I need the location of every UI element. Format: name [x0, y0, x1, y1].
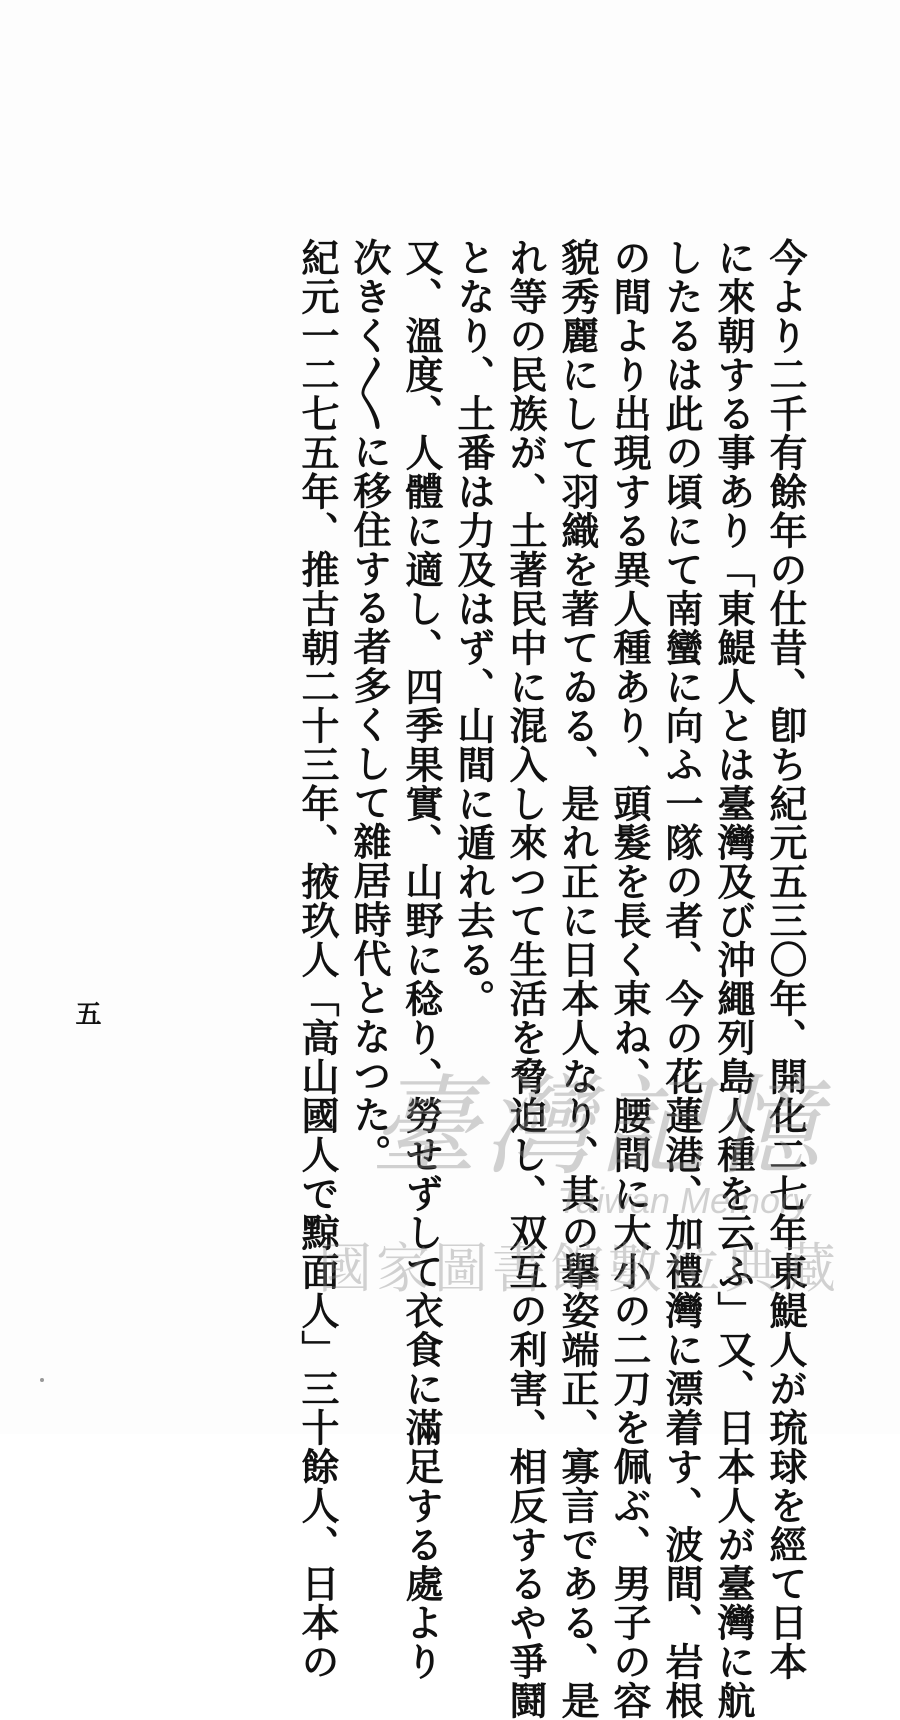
text-column-2: に來朝する事あり「東鯷人とは臺灣及び沖繩列島人種を云ふ」又、日本人が臺灣に航 [711, 238, 756, 1720]
text-column-5: 貌秀麗にして羽織を著てゐる、是れ正に日本人なり、其の擧姿端正、寡言である、是 [555, 238, 600, 1720]
scan-speck [40, 1378, 44, 1382]
text-column-6: れ等の民族が、土著民中に混入し來つて生活を脅迫し、双互の利害、相反するや爭鬪 [503, 238, 548, 1720]
vertical-text-block [290, 238, 810, 1720]
text-column-10: 紀元一二七五年、推古朝二十三年、掖玖人「高山國人で黥面人」三十餘人、日本の [295, 238, 340, 1681]
text-column-4: の間より出現する異人種あり、頭髮を長く束ね、腰間に大小の二刀を佩ぶ、男子の容 [607, 238, 652, 1720]
page-number: 五 [71, 1000, 101, 1026]
text-column-1: 今より二千有餘年の仕昔、卽ち紀元五三〇年、開化二七年東鯷人が琉球を經て日本 [763, 238, 808, 1681]
text-column-9: 次きく〳〵に移住する者多くして雜居時代となつた。 [347, 238, 392, 1173]
watermark-latin-text: Taiwan Memory [557, 1180, 810, 1221]
text-column-8: 又、溫度、人體に適し、四季果實、山野に稔り、勞せずして衣食に滿足する處より [399, 238, 444, 1681]
watermark-seal-text: 臺灣記憶 [370, 1065, 827, 1190]
text-column-3: したるは此の頃にて南蠻に向ふ一隊の者、今の花蓮港、加禮灣に漂着す、波間、岩根 [659, 238, 704, 1720]
watermark-caption: 國家圖書館數位典藏 [318, 1237, 840, 1300]
text-column-7: となり、土番は力及はず、山間に遁れ去る。 [451, 238, 496, 1018]
